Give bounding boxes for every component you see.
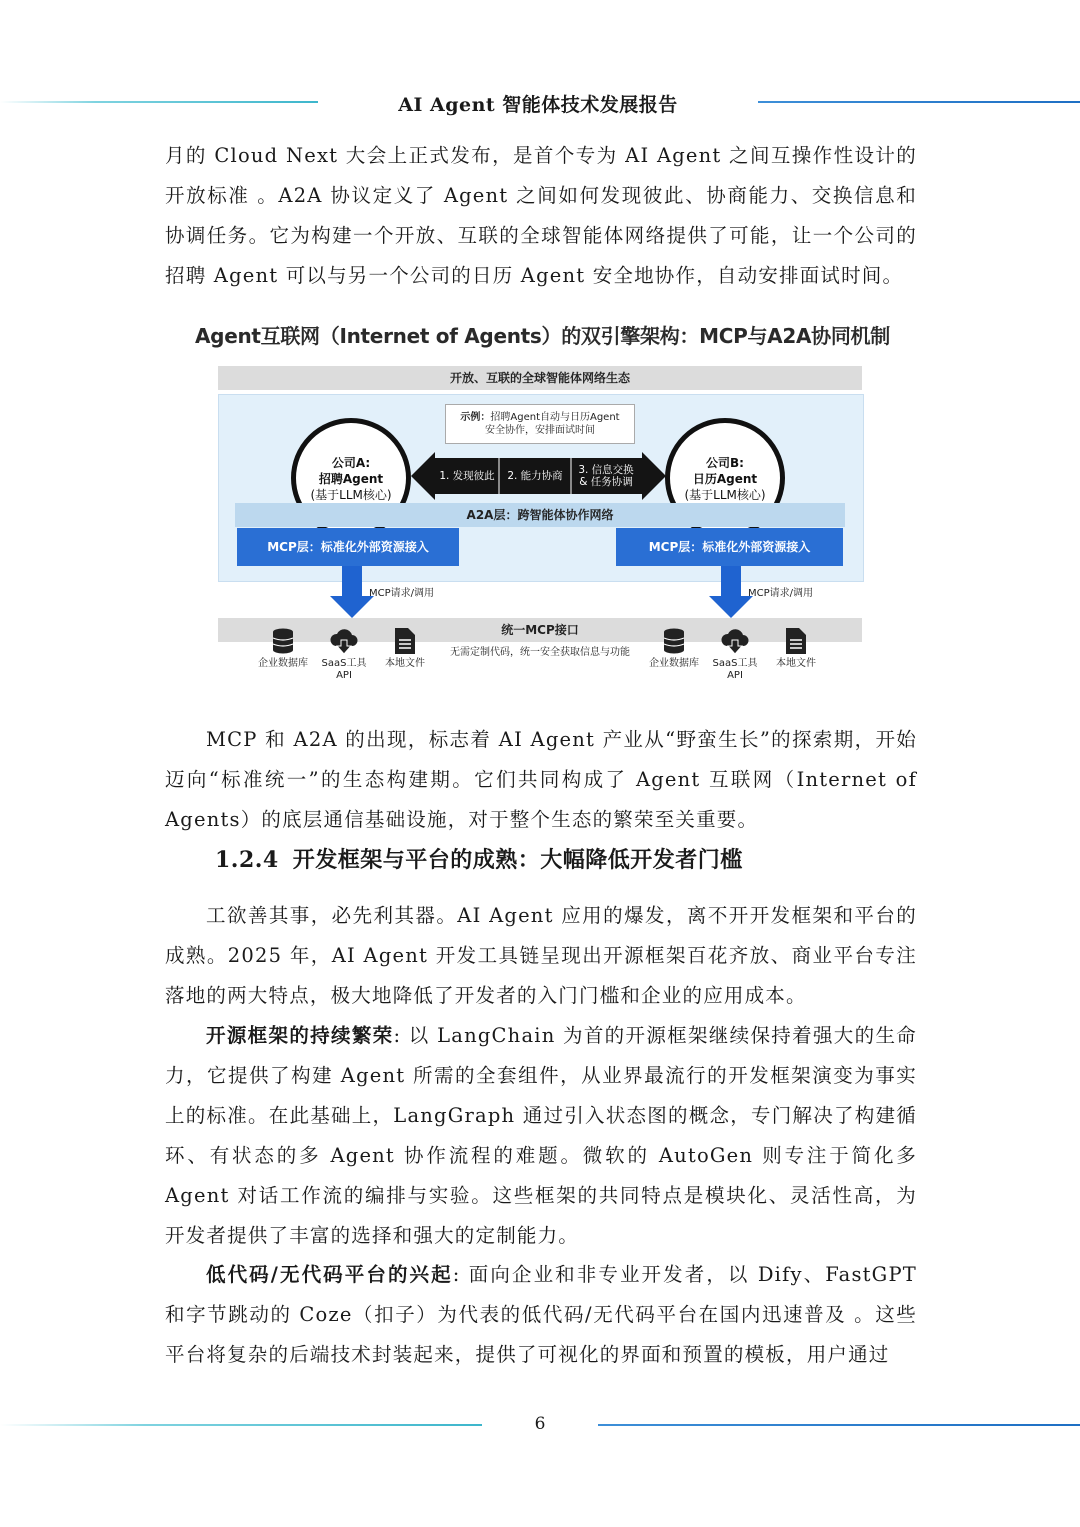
- company-a-name: 公司A:: [331, 456, 371, 470]
- example-lead: 示例：: [460, 412, 491, 423]
- resource-file-left: [375, 628, 435, 670]
- company-a-agent: 招聘Agent: [318, 472, 384, 486]
- resource-label: 本地文件: [385, 658, 425, 669]
- architecture-figure: [163, 300, 917, 700]
- step-exchange-line1: 3. 信息交换: [578, 464, 634, 476]
- resource-database-left: [253, 628, 313, 670]
- resource-api-label: API: [336, 670, 352, 681]
- resource-database-right: [644, 628, 704, 670]
- resource-label: 本地文件: [776, 658, 816, 669]
- resource-label: 企业数据库: [258, 658, 308, 669]
- down-arrow-icon: [330, 566, 374, 618]
- paragraph-low-code: [165, 1255, 917, 1375]
- resource-saas-left: [314, 628, 374, 682]
- figure-title: Agent互联网（Internet of Agents）的双引擎架构：MCP与A2A协同机制: [195, 324, 890, 348]
- resource-label: 企业数据库: [649, 658, 699, 669]
- company-b-core: (基于LLM核心): [684, 488, 766, 502]
- document-icon: [786, 628, 806, 654]
- low-code-text: : 面向企业和非专业开发者，以 Dify、FastGPT 和字节跳动的 Coze（扣子）为代表的低代码/无代码平台在国内迅速普及 。这些平台将复杂的后端技术封装起来，提供了可视化的界面和预置的模板，用户通过: [165, 1263, 917, 1366]
- a2a-interaction-arrow: [411, 452, 666, 500]
- example-text-1: 招聘Agent自动与日历Agent: [490, 412, 620, 423]
- header-rule-left: [0, 101, 318, 103]
- footer-rule-right: [598, 1424, 1080, 1426]
- mcp-request-label-right: MCP请求/调用: [748, 588, 814, 599]
- header-rule-right: [758, 101, 1080, 103]
- mcp-interface-band: 统一MCP接口: [218, 618, 862, 642]
- resource-saas-right: [705, 628, 765, 682]
- a2a-layer-band: A2A层：跨智能体协作网络: [235, 503, 845, 527]
- section-title: 开发框架与平台的成熟：大幅降低开发者门槛: [292, 847, 743, 873]
- cloud-download-icon: [720, 628, 750, 654]
- example-text-2: 安全协作，安排面试时间: [485, 425, 595, 436]
- running-header-title: AI Agent 智能体技术发展报告: [398, 94, 678, 116]
- paragraph-tools-maturity: 工欲善其事，必先利其器。AI Agent 应用的爆发，离不开开发框架和平台的成熟。2025 年，AI Agent 开发工具链呈现出开源框架百花齐放、商业平台专注落地的两大特点，极大地降低了开发者的入门门槛和企业的应用成本。: [165, 904, 917, 1007]
- company-b-agent: 日历Agent: [692, 472, 758, 486]
- database-icon: [663, 628, 685, 654]
- company-a-core: (基于LLM核心): [310, 488, 392, 502]
- step-exchange: [571, 464, 641, 488]
- resource-label: SaaS工具: [712, 658, 758, 669]
- page-number: 6: [534, 1414, 546, 1434]
- paragraph-mcp-a2a-significance: MCP 和 A2A 的出现，标志着 AI Agent 产业从“野蛮生长”的探索期，开始迈向“标准统一”的生态构建期。它们共同构成了 Agent 互联网（Internet of Agents）的底层通信基础设施，对于整个生态的繁荣至关重要。: [165, 728, 917, 831]
- open-source-text: : 以 LangChain 为首的开源框架继续保持着强大的生命力，它提供了构建 Agent 所需的全套组件，从业界最流行的开发框架演变为事实上的标准。在此基础上，LangGraph 通过引入状态图的概念，专门解决了构建循环、有状态的多 Agent 协作流程的难题。微软的 AutoGen 则专注于简化多 Agent 对话工作流的编排与实验。这些框架的共同特点是模块化、灵活性高，为开发者提供了丰富的选择和强大的定制能力。: [165, 1024, 917, 1247]
- document-icon: [395, 628, 415, 654]
- step-exchange-line2: & 任务协调: [579, 476, 633, 488]
- mcp-layer-left: MCP层：标准化外部资源接入: [237, 528, 459, 566]
- cloud-download-icon: [329, 628, 359, 654]
- mcp-request-label-left: MCP请求/调用: [369, 588, 435, 599]
- company-b-name: 公司B:: [706, 456, 744, 470]
- example-callout: [445, 404, 635, 444]
- step-negotiate: 2. 能力协商: [507, 470, 563, 482]
- open-source-lead: 开源框架的持续繁荣: [206, 1024, 394, 1047]
- section-number: 1.2.4: [215, 847, 279, 873]
- footer-rule-left: [0, 1424, 482, 1426]
- resource-api-label: API: [727, 670, 743, 681]
- section-heading: [215, 843, 743, 874]
- low-code-lead: 低代码/无代码平台的兴起: [206, 1263, 453, 1286]
- down-arrow-icon: [709, 566, 753, 618]
- database-icon: [272, 628, 294, 654]
- resource-label: SaaS工具: [321, 658, 367, 669]
- mcp-interface-description: 无需定制代码，统一安全获取信息与功能: [450, 647, 630, 658]
- mcp-layer-right: MCP层：标准化外部资源接入: [616, 528, 843, 566]
- step-discover: 1. 发现彼此: [439, 470, 495, 482]
- paragraph-open-source: [165, 1016, 917, 1256]
- resource-file-right: [766, 628, 826, 670]
- ecosystem-band: 开放、互联的全球智能体网络生态: [218, 366, 862, 390]
- paragraph-a2a-intro: 月的 Cloud Next 大会上正式发布，是首个专为 AI Agent 之间互操作性设计的开放标准 。A2A 协议定义了 Agent 之间如何发现彼此、协商能力、交换信息和协调任务。它为构建一个开放、互联的全球智能体网络提供了可能，让一个公司的招聘 Agent 可以与另一个公司的日历 Agent 安全地协作，自动安排面试时间。: [165, 144, 917, 287]
